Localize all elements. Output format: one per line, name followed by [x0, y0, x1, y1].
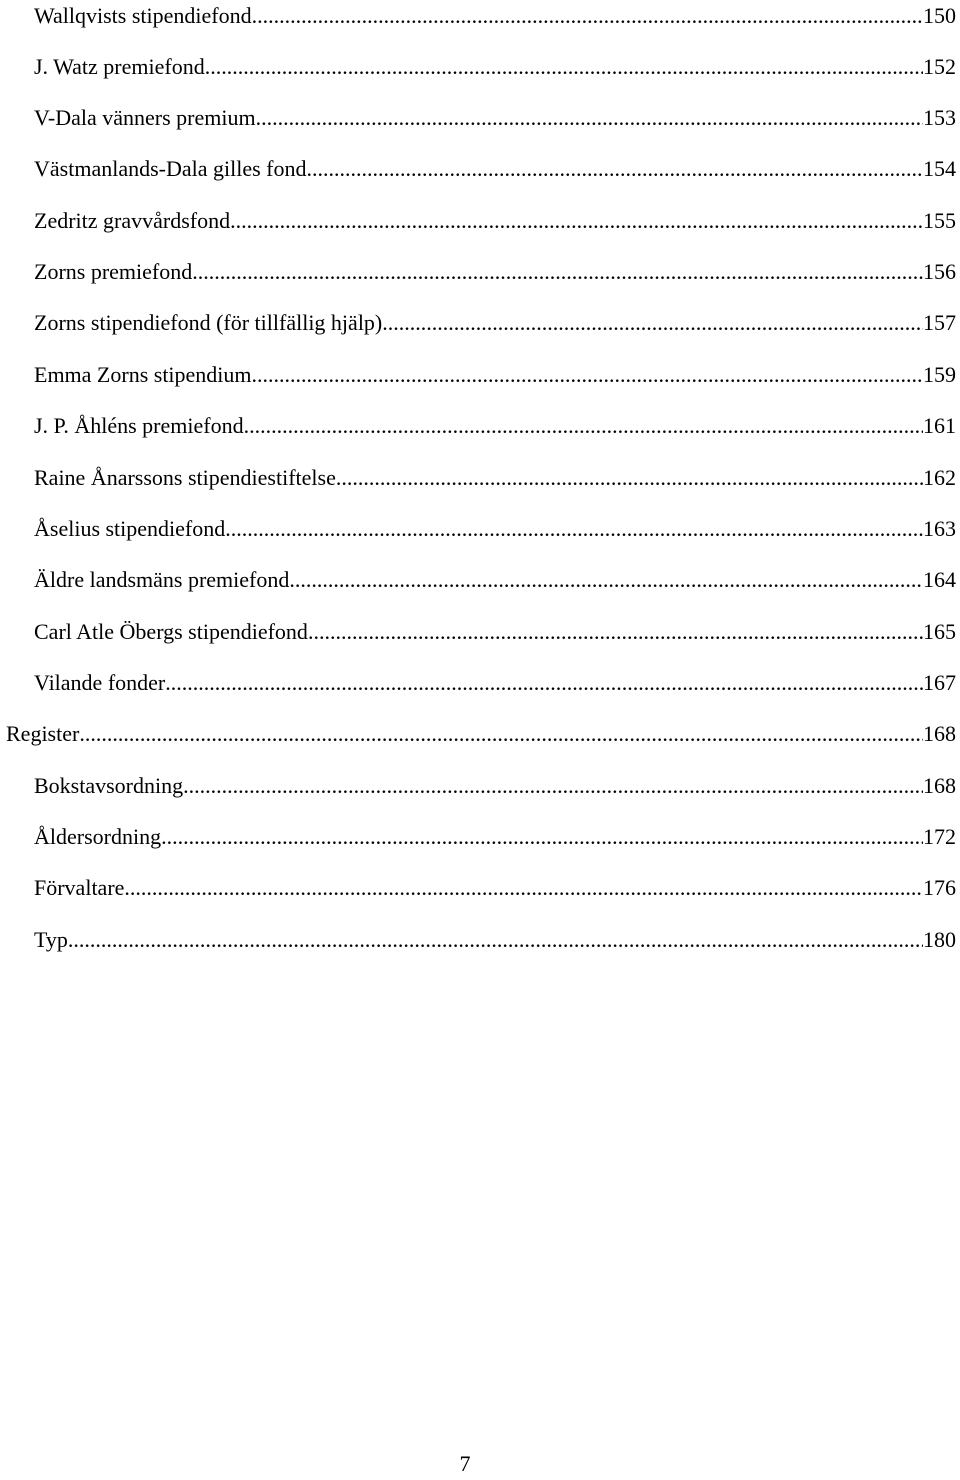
toc-entry[interactable] [34, 410, 956, 442]
toc-dot-leader [79, 718, 923, 750]
toc-entry-page: 162 [923, 465, 956, 490]
toc-entry[interactable] [34, 616, 956, 648]
toc-entry-title: Åselius stipendiefond [34, 516, 226, 541]
toc-entry-page: 168 [923, 773, 956, 798]
toc-dot-leader [244, 410, 923, 442]
toc-entry-page: 161 [923, 413, 956, 438]
toc-dot-leader [382, 307, 923, 339]
toc-entry-title: Zorns stipendiefond (för tillfällig hjälp) [34, 310, 383, 335]
toc-entry[interactable] [34, 462, 956, 494]
toc-entry-page: 155 [923, 208, 956, 233]
toc-entry-title: Typ [34, 927, 68, 952]
toc-entry-title: Raine Ånarssons stipendiestiftelse [34, 465, 336, 490]
toc-entry[interactable] [34, 102, 956, 134]
toc-dot-leader [230, 205, 923, 237]
toc-entry-page: 156 [923, 259, 956, 284]
toc-entry[interactable] [34, 513, 956, 545]
toc-dot-leader [252, 359, 923, 391]
toc-entry-page: 159 [923, 362, 956, 387]
toc-dot-leader [256, 102, 923, 134]
toc-entry[interactable] [34, 872, 956, 904]
toc-entry-page: 157 [923, 310, 956, 335]
toc-entry-page: 150 [923, 3, 956, 28]
toc-entry[interactable] [34, 205, 956, 237]
toc-dot-leader [183, 770, 923, 802]
toc-entry-page: 172 [923, 824, 956, 849]
toc-entry-title: Emma Zorns stipendium [34, 362, 252, 387]
toc-dot-leader [225, 513, 923, 545]
toc-entry[interactable] [34, 0, 956, 32]
toc-dot-leader [68, 924, 923, 956]
toc-dot-leader [308, 616, 923, 648]
toc-entry-page: 163 [923, 516, 956, 541]
toc-entry[interactable] [34, 564, 956, 596]
toc-entry-title: Zorns premiefond [34, 259, 193, 284]
toc-entry-title: Västmanlands-Dala gilles fond [34, 156, 307, 181]
toc-entry-title: Zedritz gravvårdsfond [34, 208, 231, 233]
toc-entry-page: 165 [923, 619, 956, 644]
toc-entry-title: Bokstavsordning [34, 773, 184, 798]
toc-dot-leader [307, 153, 924, 185]
toc-entry[interactable] [34, 821, 956, 853]
toc-entry-page: 167 [923, 670, 956, 695]
toc-dot-leader [124, 872, 923, 904]
toc-entry-title: Åldersordning [34, 824, 162, 849]
toc-entry-title: Wallqvists stipendiefond [34, 3, 252, 28]
toc-entry-page: 164 [923, 567, 956, 592]
toc-entry-title: J. Watz premiefond [34, 54, 205, 79]
toc-entry[interactable] [34, 256, 956, 288]
toc-dot-leader [336, 462, 923, 494]
toc-entry-page: 168 [923, 721, 956, 746]
toc-entry[interactable] [34, 667, 956, 699]
toc-entry-page: 180 [923, 927, 956, 952]
toc-dot-leader [289, 564, 923, 596]
toc-dot-leader [205, 51, 923, 83]
toc-entry[interactable] [34, 153, 956, 185]
toc-entry[interactable] [34, 770, 956, 802]
toc-entry-page: 153 [923, 105, 956, 130]
toc-entry-title: V-Dala vänners premium [34, 105, 256, 130]
toc-entry[interactable] [34, 51, 956, 83]
toc-entry-page: 154 [923, 156, 956, 181]
toc-entry-title: Register [6, 721, 80, 746]
toc-entry-title: Äldre landsmäns premiefond [34, 567, 290, 592]
toc-entry-title: Vilande fonder [34, 670, 166, 695]
toc-dot-leader [252, 0, 923, 32]
page-number: 7 [459, 1451, 471, 1476]
toc-entry[interactable] [34, 924, 956, 956]
toc-dot-leader [161, 821, 923, 853]
toc-entry-page: 176 [923, 875, 956, 900]
toc-entry[interactable] [34, 359, 956, 391]
toc-entry-section[interactable] [6, 718, 956, 750]
toc-dot-leader [165, 667, 923, 699]
toc-entry-title: J. P. Åhléns premiefond [34, 413, 244, 438]
toc-entry-title: Carl Atle Öbergs stipendiefond [34, 619, 308, 644]
toc-entry[interactable] [34, 307, 956, 339]
toc-entry-title: Förvaltare [34, 875, 125, 900]
toc-entry-page: 152 [923, 54, 956, 79]
toc-dot-leader [192, 256, 923, 288]
